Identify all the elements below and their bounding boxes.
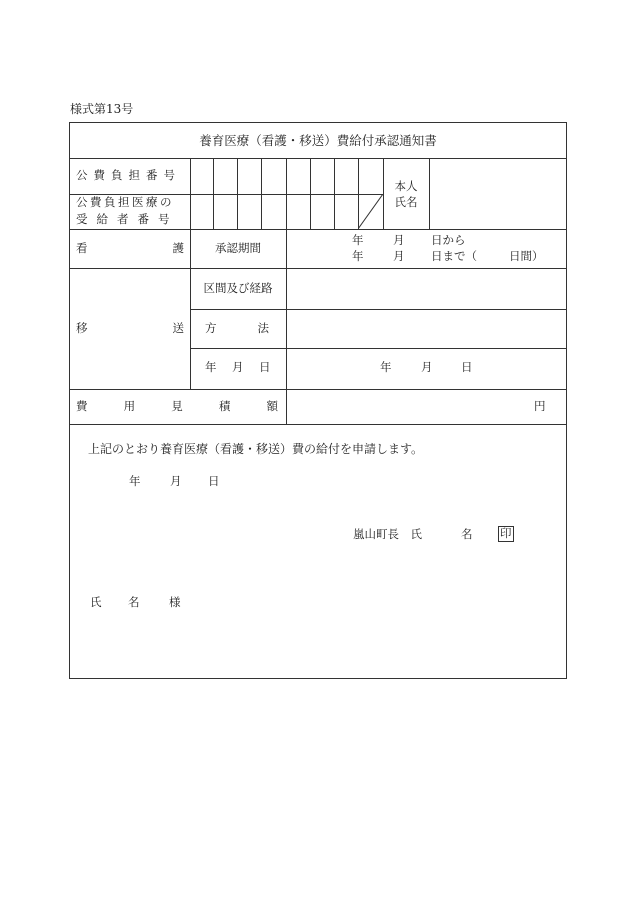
period-from-year: 年	[352, 233, 364, 247]
label-char: 看	[76, 241, 88, 255]
approval-period-label: 承認期間	[215, 241, 261, 255]
column-divider	[429, 158, 430, 229]
row-divider	[69, 389, 567, 390]
statement-date-year: 年	[129, 474, 141, 488]
label-char: 額	[266, 399, 278, 413]
period-days: 日間）	[509, 249, 544, 263]
digit-divider	[310, 158, 311, 229]
person-name-label: 氏名	[394, 195, 418, 209]
recipient-number-label: 公費負担医療の	[76, 195, 174, 209]
statement-date-day: 日	[208, 474, 220, 488]
date-label-year: 年	[205, 360, 217, 374]
mayor-name: 名	[461, 527, 473, 541]
statement-date-month: 月	[170, 474, 182, 488]
date-label-month: 月	[232, 360, 244, 374]
seal-mark: 印	[500, 526, 512, 540]
cost-estimate-label	[76, 401, 278, 413]
addressee-shi: 氏	[90, 595, 102, 609]
label-char: 移	[76, 321, 88, 335]
form-number: 様式第13号	[70, 102, 134, 116]
method-label	[205, 323, 269, 335]
label-char: 用	[123, 399, 136, 413]
form-title: 養育医療（看護・移送）費給付承認通知書	[199, 133, 437, 148]
transport-label	[76, 323, 184, 335]
application-statement: 上記のとおり養育医療（看護・移送）費の給付を申請します。	[88, 442, 424, 456]
row-divider	[69, 424, 567, 425]
label-char: 見	[171, 399, 183, 413]
label-char: 方	[205, 321, 217, 335]
digit-divider	[334, 158, 335, 229]
nursing-label	[76, 243, 184, 255]
period-to-year: 年	[352, 249, 364, 263]
public-payer-number-label	[76, 170, 183, 182]
label-char: 法	[257, 321, 269, 335]
column-divider	[190, 158, 191, 389]
row-divider	[69, 158, 567, 159]
label-char: 送	[172, 321, 184, 335]
addressee-mei: 名	[128, 595, 140, 609]
transport-date-month: 月	[421, 360, 433, 374]
addressee-sama: 様	[169, 595, 181, 609]
label-char: 積	[218, 399, 231, 413]
digit-divider	[237, 158, 238, 229]
row-divider	[69, 268, 567, 269]
person-name-label: 本人	[394, 179, 418, 193]
column-divider	[383, 158, 384, 229]
label-char: 費	[76, 399, 88, 413]
date-label-day: 日	[259, 360, 271, 374]
diagonal-slash	[358, 194, 383, 229]
digit-divider	[261, 158, 262, 229]
period-to-day: 日まで（	[431, 249, 477, 263]
row-divider	[190, 348, 567, 349]
label-text: 公費負担番号	[76, 168, 181, 182]
row-divider	[190, 309, 567, 310]
yen-unit: 円	[534, 399, 546, 413]
label-char: 護	[172, 241, 184, 255]
period-from-day: 日から	[431, 233, 466, 247]
recipient-number-label: 受給者番号	[76, 212, 179, 226]
section-route-label: 区間及び経路	[203, 281, 273, 295]
transport-date-year: 年	[380, 360, 392, 374]
period-from-month: 月	[393, 233, 405, 247]
column-divider	[286, 158, 287, 424]
mayor-title: 嵐山町長 氏	[353, 527, 422, 541]
period-to-month: 月	[393, 249, 405, 263]
transport-date-day: 日	[461, 360, 473, 374]
row-divider	[69, 229, 567, 230]
digit-divider	[213, 158, 214, 229]
